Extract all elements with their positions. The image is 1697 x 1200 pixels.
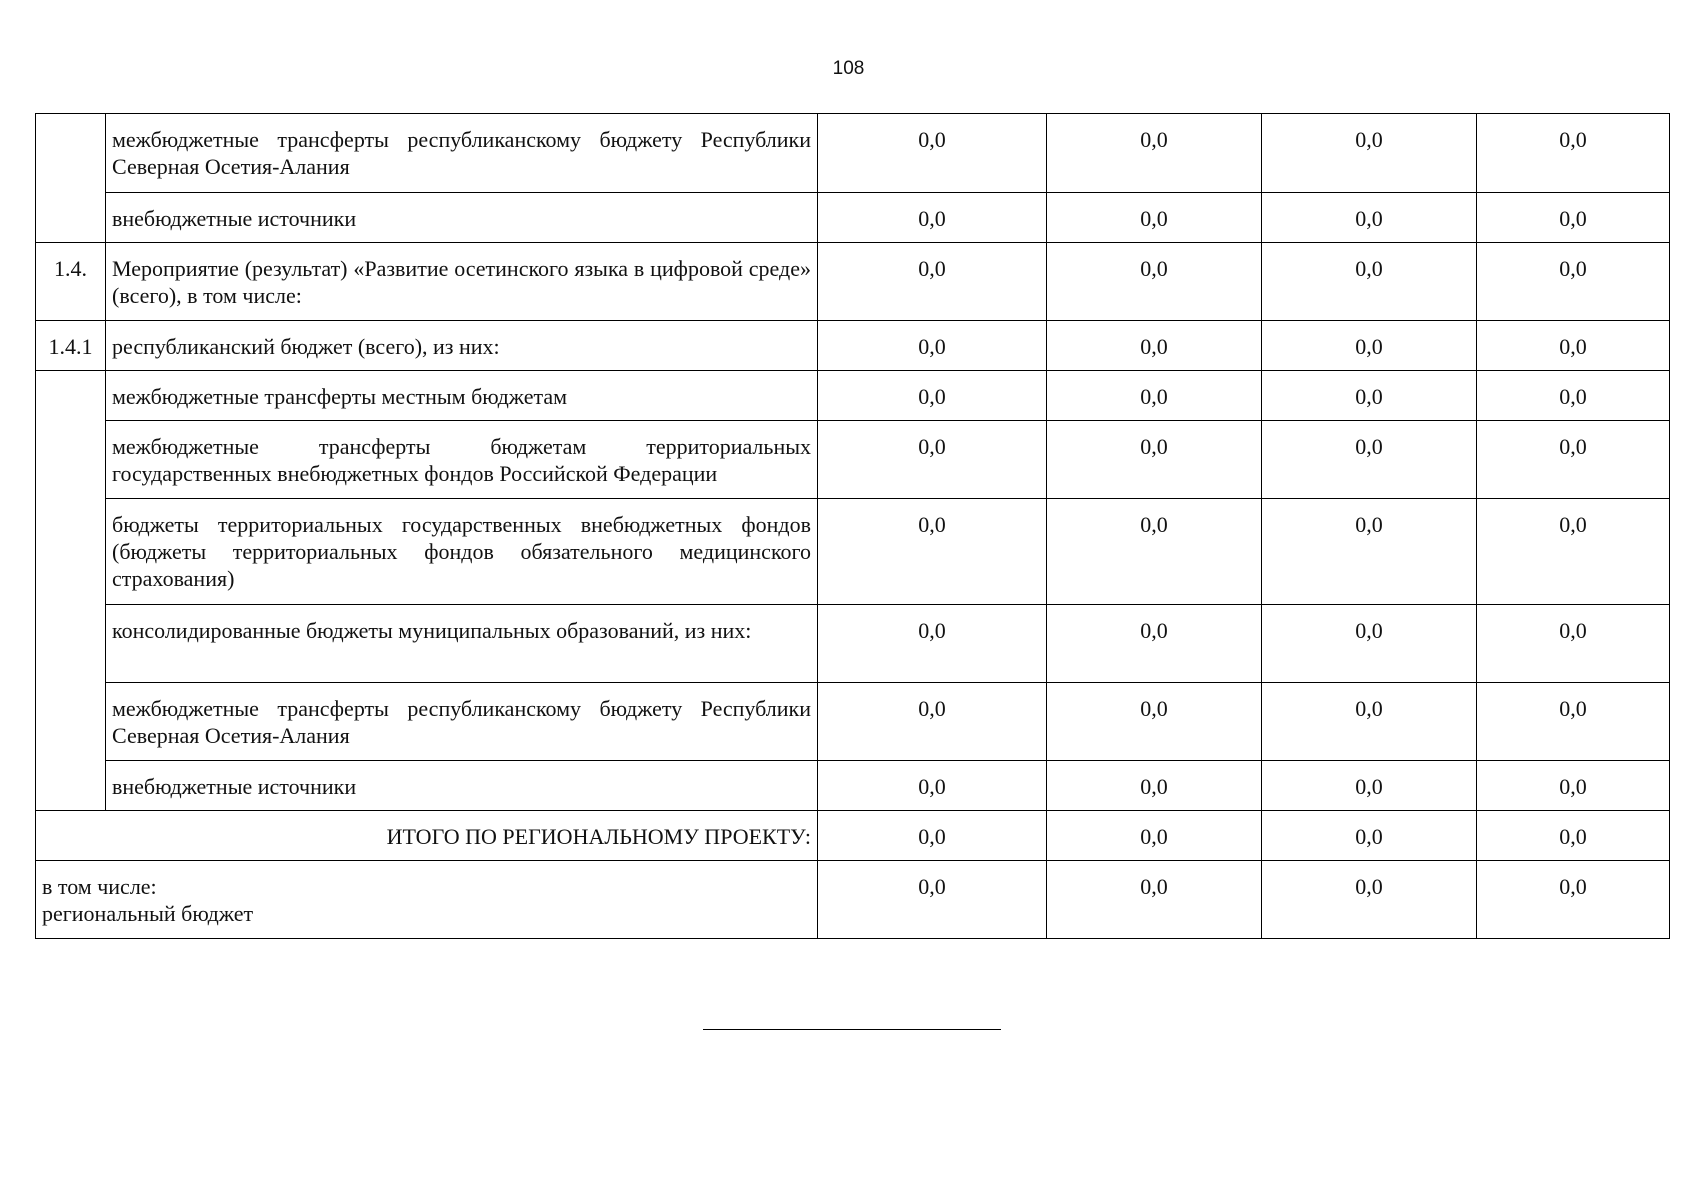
value-cell: 0,0 <box>1477 371 1670 421</box>
table-row <box>36 371 1670 421</box>
value-cell: 0,0 <box>1477 421 1670 499</box>
value-cell: 0,0 <box>818 371 1047 421</box>
table-row <box>36 193 1670 243</box>
value-cell: 0,0 <box>1262 114 1477 193</box>
value-cell: 0,0 <box>1047 499 1262 605</box>
value-cell: 0,0 <box>1262 605 1477 683</box>
total-value-cell: 0,0 <box>1477 811 1670 861</box>
value-cell: 0,0 <box>1047 371 1262 421</box>
value-cell: 0,0 <box>1262 321 1477 371</box>
row-number-cell: 1.4. <box>36 243 106 321</box>
row-number-cell: 1.4.1 <box>36 321 106 371</box>
table-row <box>36 421 1670 499</box>
value-cell: 0,0 <box>1047 243 1262 321</box>
value-cell: 0,0 <box>1477 761 1670 811</box>
value-cell: 0,0 <box>818 114 1047 193</box>
page-number: 108 <box>832 58 865 79</box>
value-cell: 0,0 <box>818 499 1047 605</box>
value-cell: 0,0 <box>1047 605 1262 683</box>
value-cell: 0,0 <box>1477 193 1670 243</box>
value-cell: 0,0 <box>818 321 1047 371</box>
value-cell: 0,0 <box>818 683 1047 761</box>
value-cell: 0,0 <box>1477 114 1670 193</box>
value-cell: 0,0 <box>818 761 1047 811</box>
row-name-cell: межбюджетные трансферты республиканскому бюджету Республики Северная Осетия-Алания <box>106 114 818 193</box>
table-row <box>36 761 1670 811</box>
table-row <box>36 499 1670 605</box>
value-cell: 0,0 <box>1262 499 1477 605</box>
row-number-cell <box>36 114 106 243</box>
total-row <box>36 811 1670 861</box>
value-cell: 0,0 <box>1262 243 1477 321</box>
value-cell: 0,0 <box>1047 193 1262 243</box>
row-number-cell <box>36 371 106 811</box>
value-cell: 0,0 <box>818 243 1047 321</box>
row-name-cell: Мероприятие (результат) «Развитие осетинского языка в цифровой среде» (всего), в том числе: <box>106 243 818 321</box>
value-cell: 0,0 <box>1262 193 1477 243</box>
total-value-cell: 0,0 <box>818 811 1047 861</box>
footer-separator-line <box>703 1029 1001 1030</box>
row-name-cell: консолидированные бюджеты муниципальных образований, из них: <box>106 605 818 683</box>
value-cell: 0,0 <box>818 421 1047 499</box>
including-row <box>36 861 1670 939</box>
value-cell: 0,0 <box>1477 605 1670 683</box>
row-name-cell: бюджеты территориальных государственных внебюджетных фондов (бюджеты территориальных фондов обязательного медицинского страхования) <box>106 499 818 605</box>
value-cell: 0,0 <box>1047 761 1262 811</box>
including-value-cell: 0,0 <box>1047 861 1262 939</box>
including-label <box>36 861 818 939</box>
total-label: ИТОГО ПО РЕГИОНАЛЬНОМУ ПРОЕКТУ: <box>36 811 818 861</box>
including-value-cell: 0,0 <box>1262 861 1477 939</box>
row-name-cell: внебюджетные источники <box>106 761 818 811</box>
row-name-cell: межбюджетные трансферты бюджетам территориальных государственных внебюджетных фондов Российской Федерации <box>106 421 818 499</box>
value-cell: 0,0 <box>1477 683 1670 761</box>
table-row <box>36 243 1670 321</box>
value-cell: 0,0 <box>1047 321 1262 371</box>
value-cell: 0,0 <box>1262 761 1477 811</box>
including-value-cell: 0,0 <box>818 861 1047 939</box>
total-value-cell: 0,0 <box>1047 811 1262 861</box>
value-cell: 0,0 <box>1047 421 1262 499</box>
table-row <box>36 605 1670 683</box>
value-cell: 0,0 <box>1262 421 1477 499</box>
row-name-cell: внебюджетные источники <box>106 193 818 243</box>
value-cell: 0,0 <box>1047 114 1262 193</box>
budget-table <box>35 113 1670 939</box>
value-cell: 0,0 <box>818 605 1047 683</box>
including-line-2: региональный бюджет <box>42 901 254 926</box>
table-row <box>36 114 1670 193</box>
value-cell: 0,0 <box>818 193 1047 243</box>
including-value-cell: 0,0 <box>1477 861 1670 939</box>
value-cell: 0,0 <box>1477 321 1670 371</box>
row-name-cell: межбюджетные трансферты республиканскому бюджету Республики Северная Осетия-Алания <box>106 683 818 761</box>
row-name-cell: межбюджетные трансферты местным бюджетам <box>106 371 818 421</box>
value-cell: 0,0 <box>1477 243 1670 321</box>
table-row <box>36 683 1670 761</box>
total-value-cell: 0,0 <box>1262 811 1477 861</box>
value-cell: 0,0 <box>1262 371 1477 421</box>
row-name-cell: республиканский бюджет (всего), из них: <box>106 321 818 371</box>
value-cell: 0,0 <box>1262 683 1477 761</box>
value-cell: 0,0 <box>1477 499 1670 605</box>
value-cell: 0,0 <box>1047 683 1262 761</box>
including-line-1: в том числе: <box>42 874 157 899</box>
table-row <box>36 321 1670 371</box>
